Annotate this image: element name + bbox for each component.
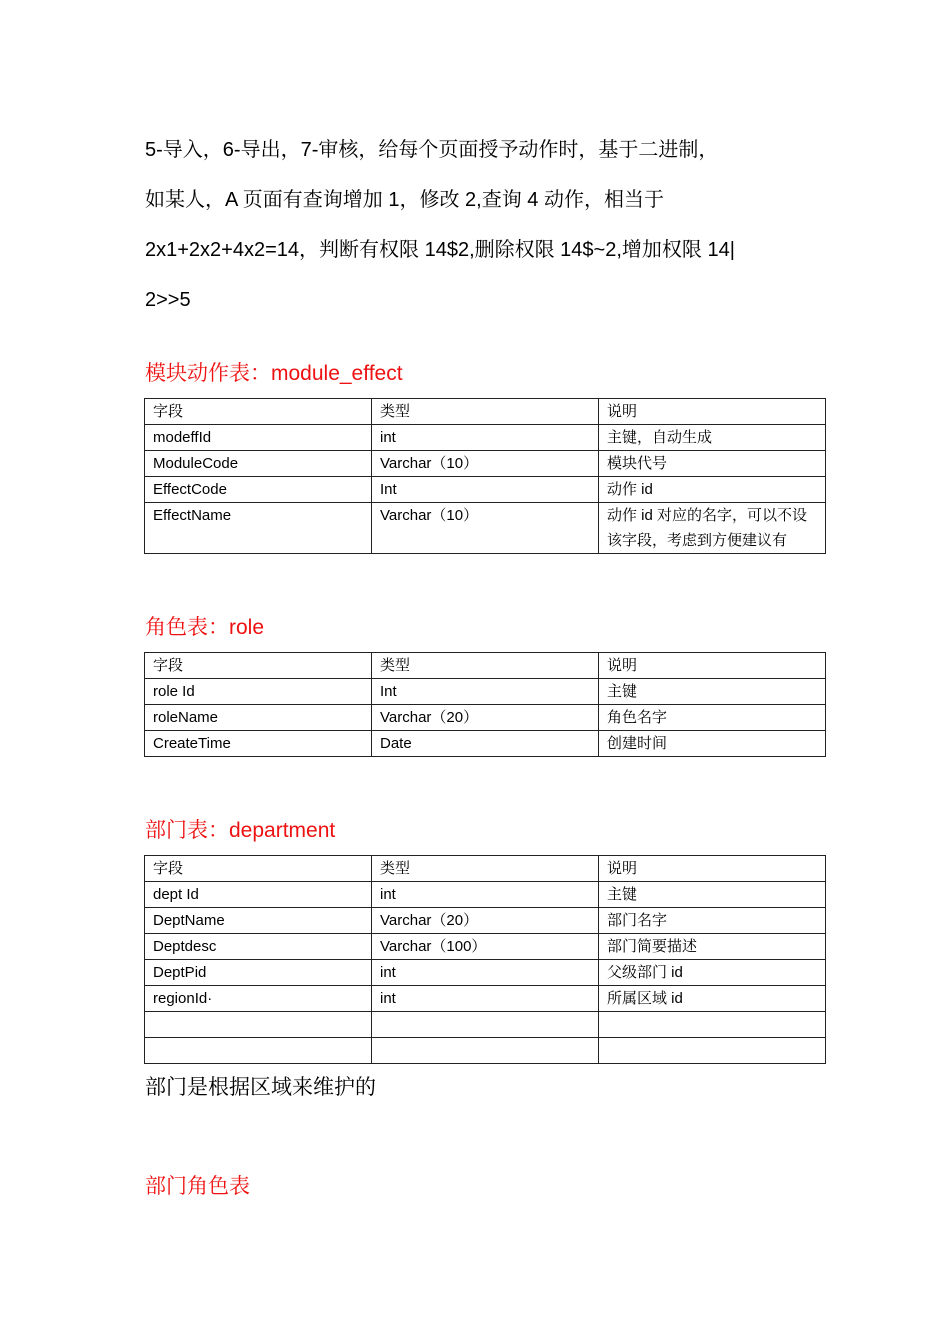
table-row [145, 960, 826, 986]
table-cell: Deptdesc [145, 934, 372, 960]
table-cell: 所属区域 id [599, 986, 826, 1012]
table-row [145, 503, 826, 554]
table-header-row [145, 856, 826, 882]
table-cell: 主键 [599, 882, 826, 908]
header-cell: 字段 [145, 856, 372, 882]
table-cell: int [372, 986, 599, 1012]
table-cell: Varchar（10） [372, 503, 599, 554]
table-header-row [145, 399, 826, 425]
table-cell: 父级部门 id [599, 960, 826, 986]
table-cell: int [372, 960, 599, 986]
header-cell: 类型 [372, 653, 599, 679]
role-table [144, 652, 826, 757]
department-note: 部门是根据区域来维护的 [145, 1076, 376, 1099]
table-cell: Varchar（10） [372, 451, 599, 477]
table-row [145, 934, 826, 960]
table-cell: int [372, 425, 599, 451]
intro-line-1: 5-导入，6-导出，7-审核，给每个页面授予动作时，基于二进制， [145, 139, 719, 161]
table-cell: dept Id [145, 882, 372, 908]
table-row [145, 731, 826, 757]
table-cell: roleName [145, 705, 372, 731]
header-cell: 字段 [145, 653, 372, 679]
department-heading: 部门表：department [145, 819, 336, 842]
table-cell: 动作 id 对应的名字，可以不设该字段，考虑到方便建议有 [599, 503, 826, 554]
header-cell: 说明 [599, 399, 826, 425]
table-cell: DeptName [145, 908, 372, 934]
table-row [145, 908, 826, 934]
table-cell: int [372, 882, 599, 908]
department-table [144, 855, 826, 1064]
table-cell [145, 1038, 372, 1064]
table-cell: role Id [145, 679, 372, 705]
table-cell: DeptPid [145, 960, 372, 986]
header-cell: 说明 [599, 653, 826, 679]
table-cell: EffectName [145, 503, 372, 554]
intro-line-2: 如某人，A 页面有查询增加 1，修改 2,查询 4 动作，相当于 [145, 189, 664, 211]
table-cell [599, 1012, 826, 1038]
intro-line-4: 2>>5 [145, 289, 191, 311]
table-cell: 角色名字 [599, 705, 826, 731]
table-row [145, 679, 826, 705]
table-row [145, 451, 826, 477]
intro-line-3: 2x1+2x2+4x2=14，判断有权限 14$2,删除权限 14$~2,增加权限 14| [145, 239, 735, 261]
table-cell: EffectCode [145, 477, 372, 503]
table-cell: 主键 [599, 679, 826, 705]
header-cell: 说明 [599, 856, 826, 882]
header-cell: 类型 [372, 856, 599, 882]
table-cell: 部门名字 [599, 908, 826, 934]
role-heading: 角色表：role [145, 616, 265, 639]
header-cell: 类型 [372, 399, 599, 425]
dept-role-heading: 部门角色表 [145, 1175, 250, 1198]
table-row [145, 986, 826, 1012]
table-cell: 主键，自动生成 [599, 425, 826, 451]
header-cell: 字段 [145, 399, 372, 425]
table-cell: Varchar（100） [372, 934, 599, 960]
table-cell: Varchar（20） [372, 705, 599, 731]
table-row [145, 705, 826, 731]
table-cell: 创建时间 [599, 731, 826, 757]
module-effect-heading: 模块动作表：module_effect [145, 362, 403, 385]
table-cell: modeffId [145, 425, 372, 451]
table-row [145, 425, 826, 451]
table-header-row [145, 653, 826, 679]
table-row [145, 882, 826, 908]
table-cell [145, 1012, 372, 1038]
table-row-empty [145, 1012, 826, 1038]
table-row [145, 477, 826, 503]
table-cell: 动作 id [599, 477, 826, 503]
table-cell: 模块代号 [599, 451, 826, 477]
module-effect-table [144, 398, 826, 554]
table-cell: CreateTime [145, 731, 372, 757]
table-row-empty [145, 1038, 826, 1064]
table-cell: ModuleCode [145, 451, 372, 477]
table-cell [599, 1038, 826, 1064]
table-cell: 部门简要描述 [599, 934, 826, 960]
table-cell [372, 1012, 599, 1038]
table-cell: Varchar（20） [372, 908, 599, 934]
table-cell: Int [372, 477, 599, 503]
table-cell: Int [372, 679, 599, 705]
table-cell: Date [372, 731, 599, 757]
table-cell: regionId· [145, 986, 372, 1012]
table-cell [372, 1038, 599, 1064]
